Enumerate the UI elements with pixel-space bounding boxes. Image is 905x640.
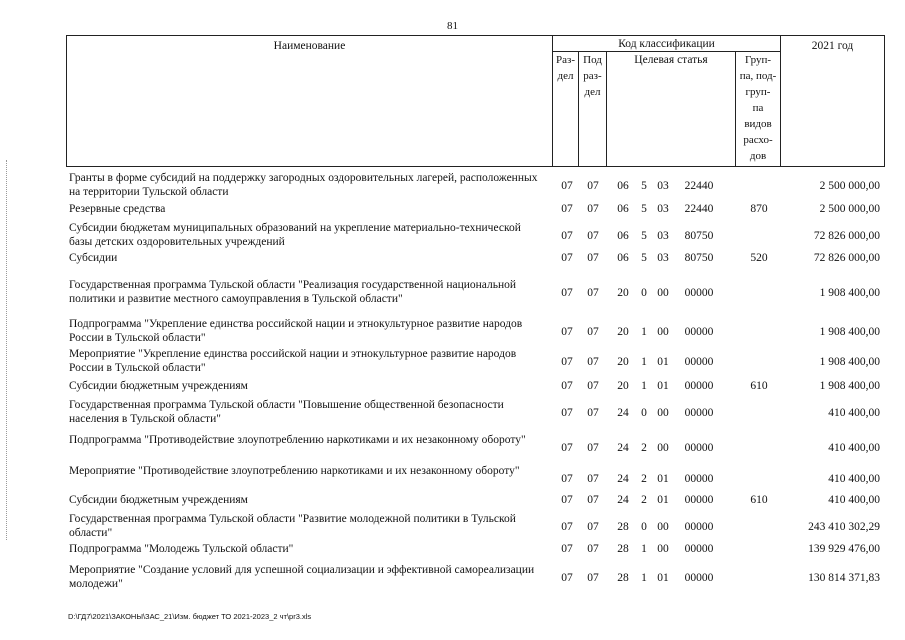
row-code-t2: 0 bbox=[641, 287, 647, 299]
page-number: 81 bbox=[447, 20, 458, 32]
row-name: Резервные средства bbox=[69, 203, 166, 215]
row-code-t2: 5 bbox=[641, 252, 647, 264]
row-amount: 1 908 400,00 bbox=[819, 380, 880, 392]
row-code-t1: 20 bbox=[617, 380, 629, 392]
row-amount: 243 410 302,29 bbox=[808, 521, 880, 533]
row-amount: 139 929 476,00 bbox=[808, 543, 880, 555]
table-row bbox=[69, 251, 884, 265]
row-name: Подпрограмма "Противодействие злоупотреблению наркотиками и их незаконному обороту" bbox=[69, 434, 526, 446]
row-name: Субсидии бюджетным учреждениям bbox=[69, 494, 248, 506]
row-code-t3: 01 bbox=[657, 494, 669, 506]
row-code-t4: 00000 bbox=[684, 407, 714, 419]
header-target: Целевая статья bbox=[607, 52, 736, 167]
row-amount: 72 826 000,00 bbox=[813, 230, 880, 242]
row-name: Мероприятие "Противодействие злоупотреблению наркотиками и их незаконному обороту" bbox=[69, 465, 520, 477]
row-code-t1: 20 bbox=[617, 326, 629, 338]
table-row bbox=[69, 464, 884, 492]
row-code-r: 07 bbox=[561, 326, 573, 338]
row-code-t4: 22440 bbox=[684, 180, 714, 192]
row-code-t1: 06 bbox=[617, 230, 629, 242]
row-code-t2: 1 bbox=[641, 356, 647, 368]
row-code-t4: 00000 bbox=[684, 287, 714, 299]
row-code-t4: 80750 bbox=[684, 252, 714, 264]
row-code-t3: 03 bbox=[657, 230, 669, 242]
row-code-t4: 00000 bbox=[684, 326, 714, 338]
row-code-t2: 5 bbox=[641, 180, 647, 192]
row-code-r: 07 bbox=[561, 543, 573, 555]
row-code-t3: 00 bbox=[657, 287, 669, 299]
row-code-t2: 1 bbox=[641, 543, 647, 555]
row-code-r: 07 bbox=[561, 230, 573, 242]
header-podrazdel: Под раз- дел bbox=[579, 52, 607, 167]
row-code-t1: 06 bbox=[617, 180, 629, 192]
row-code-t1: 06 bbox=[617, 203, 629, 215]
header-year: 2021 год bbox=[781, 36, 885, 167]
row-code-pr: 07 bbox=[587, 521, 599, 533]
row-code-vr: 610 bbox=[750, 494, 768, 506]
row-code-t2: 1 bbox=[641, 572, 647, 584]
row-code-t1: 20 bbox=[617, 356, 629, 368]
row-code-pr: 07 bbox=[587, 380, 599, 392]
row-name: Субсидии бюджетам муниципальных образований на укрепление материально-технической базы детских оздоровительных учреждений bbox=[69, 222, 521, 248]
header-code: Код классификации bbox=[553, 36, 781, 52]
row-code-pr: 07 bbox=[587, 442, 599, 454]
row-code-r: 07 bbox=[561, 380, 573, 392]
row-name: Государственная программа Тульской области "Повышение общественной безопасности населения в Тульской области" bbox=[69, 399, 504, 425]
table-header bbox=[66, 35, 885, 167]
row-amount: 410 400,00 bbox=[828, 473, 880, 485]
row-code-t1: 24 bbox=[617, 407, 629, 419]
row-code-pr: 07 bbox=[587, 287, 599, 299]
row-amount: 1 908 400,00 bbox=[819, 356, 880, 368]
header-razdel: Раз- дел bbox=[553, 52, 579, 167]
row-code-pr: 07 bbox=[587, 252, 599, 264]
row-amount: 1 908 400,00 bbox=[819, 326, 880, 338]
row-code-r: 07 bbox=[561, 252, 573, 264]
row-code-t3: 00 bbox=[657, 326, 669, 338]
row-code-t4: 00000 bbox=[684, 442, 714, 454]
row-code-pr: 07 bbox=[587, 203, 599, 215]
row-name: Мероприятие "Укрепление единства российской нации и этнокультурное развитие народов России в Тульской области" bbox=[69, 348, 517, 374]
table-row bbox=[69, 347, 884, 375]
row-code-vr: 520 bbox=[750, 252, 768, 264]
row-amount: 130 814 371,83 bbox=[808, 572, 880, 584]
row-code-t2: 2 bbox=[641, 473, 647, 485]
row-code-t3: 00 bbox=[657, 407, 669, 419]
row-code-vr: 870 bbox=[750, 203, 768, 215]
row-code-t3: 03 bbox=[657, 180, 669, 192]
row-code-t3: 01 bbox=[657, 356, 669, 368]
row-code-t1: 24 bbox=[617, 473, 629, 485]
row-amount: 410 400,00 bbox=[828, 407, 880, 419]
row-code-pr: 07 bbox=[587, 230, 599, 242]
row-code-vr: 610 bbox=[750, 380, 768, 392]
row-code-pr: 07 bbox=[587, 180, 599, 192]
row-code-t3: 01 bbox=[657, 572, 669, 584]
row-name: Субсидии бюджетным учреждениям bbox=[69, 380, 248, 392]
row-amount: 410 400,00 bbox=[828, 494, 880, 506]
row-code-pr: 07 bbox=[587, 543, 599, 555]
row-code-t4: 00000 bbox=[684, 473, 714, 485]
row-code-t4: 00000 bbox=[684, 356, 714, 368]
row-code-t3: 00 bbox=[657, 442, 669, 454]
row-amount: 1 908 400,00 bbox=[819, 287, 880, 299]
row-code-t2: 1 bbox=[641, 326, 647, 338]
row-code-r: 07 bbox=[561, 572, 573, 584]
table-row bbox=[69, 512, 884, 540]
row-code-t4: 22440 bbox=[684, 203, 714, 215]
row-code-t3: 03 bbox=[657, 203, 669, 215]
row-name: Гранты в форме субсидий на поддержку загородных оздоровительных лагерей, расположенных на территории Тульской области bbox=[69, 172, 538, 198]
row-code-t3: 00 bbox=[657, 521, 669, 533]
row-code-t3: 00 bbox=[657, 543, 669, 555]
row-code-r: 07 bbox=[561, 287, 573, 299]
row-name: Подпрограмма "Укрепление единства российской нации и этнокультурное развитие народов России в Тульской области" bbox=[69, 318, 523, 344]
table-row bbox=[69, 398, 884, 426]
row-code-r: 07 bbox=[561, 407, 573, 419]
row-code-t1: 06 bbox=[617, 252, 629, 264]
row-name: Мероприятие "Создание условий для успешной социализации и эффективной самореализации молодежи" bbox=[69, 564, 535, 590]
row-code-r: 07 bbox=[561, 203, 573, 215]
row-code-t1: 24 bbox=[617, 442, 629, 454]
row-code-pr: 07 bbox=[587, 326, 599, 338]
row-code-t2: 5 bbox=[641, 203, 647, 215]
row-amount: 72 826 000,00 bbox=[813, 252, 880, 264]
row-code-t3: 01 bbox=[657, 473, 669, 485]
table-row bbox=[69, 221, 884, 249]
row-code-pr: 07 bbox=[587, 407, 599, 419]
row-code-r: 07 bbox=[561, 180, 573, 192]
table-row bbox=[69, 379, 884, 393]
row-code-t1: 28 bbox=[617, 543, 629, 555]
scan-margin-marks bbox=[6, 160, 9, 540]
row-code-t2: 0 bbox=[641, 521, 647, 533]
row-code-r: 07 bbox=[561, 521, 573, 533]
row-code-r: 07 bbox=[561, 442, 573, 454]
row-name: Подпрограмма "Молодежь Тульской области" bbox=[69, 543, 294, 555]
table-row bbox=[69, 542, 884, 556]
row-code-t4: 00000 bbox=[684, 494, 714, 506]
table-row bbox=[69, 563, 884, 591]
row-code-t2: 0 bbox=[641, 407, 647, 419]
row-amount: 410 400,00 bbox=[828, 442, 880, 454]
row-code-pr: 07 bbox=[587, 572, 599, 584]
table-row bbox=[69, 202, 884, 216]
header-group: Груп- па, под- груп- па видов расхо- дов bbox=[736, 52, 781, 167]
table-row bbox=[69, 317, 884, 345]
row-amount: 2 500 000,00 bbox=[819, 180, 880, 192]
row-code-t2: 2 bbox=[641, 442, 647, 454]
header-name: Наименование bbox=[67, 36, 553, 167]
row-code-t4: 00000 bbox=[684, 543, 714, 555]
row-name: Государственная программа Тульской области "Развитие молодежной политики в Тульской области" bbox=[69, 513, 516, 539]
row-code-t2: 1 bbox=[641, 380, 647, 392]
row-code-t1: 24 bbox=[617, 494, 629, 506]
row-code-r: 07 bbox=[561, 473, 573, 485]
row-code-t4: 00000 bbox=[684, 380, 714, 392]
row-code-t2: 2 bbox=[641, 494, 647, 506]
row-name: Государственная программа Тульской области "Реализация государственной национальной политики и развитие местного самоуправления в Тульской области" bbox=[69, 279, 517, 305]
table-row bbox=[69, 433, 884, 461]
row-code-t2: 5 bbox=[641, 230, 647, 242]
file-path-footer: D:\ГД7\2021\ЗАКОНЫ\ЗАС_21\Изм. бюджет ТО 2021-2023_2 чт\pr3.xls bbox=[68, 612, 312, 621]
row-code-pr: 07 bbox=[587, 356, 599, 368]
row-code-r: 07 bbox=[561, 356, 573, 368]
row-code-r: 07 bbox=[561, 494, 573, 506]
table-row bbox=[69, 278, 884, 306]
row-code-t1: 28 bbox=[617, 521, 629, 533]
row-code-t4: 80750 bbox=[684, 230, 714, 242]
row-code-t3: 03 bbox=[657, 252, 669, 264]
table-row bbox=[69, 493, 884, 507]
row-name: Субсидии bbox=[69, 252, 118, 264]
row-code-t1: 20 bbox=[617, 287, 629, 299]
row-amount: 2 500 000,00 bbox=[819, 203, 880, 215]
row-code-pr: 07 bbox=[587, 473, 599, 485]
table-row bbox=[69, 171, 884, 199]
row-code-t4: 00000 bbox=[684, 572, 714, 584]
row-code-t1: 28 bbox=[617, 572, 629, 584]
row-code-pr: 07 bbox=[587, 494, 599, 506]
row-code-t4: 00000 bbox=[684, 521, 714, 533]
row-code-t3: 01 bbox=[657, 380, 669, 392]
